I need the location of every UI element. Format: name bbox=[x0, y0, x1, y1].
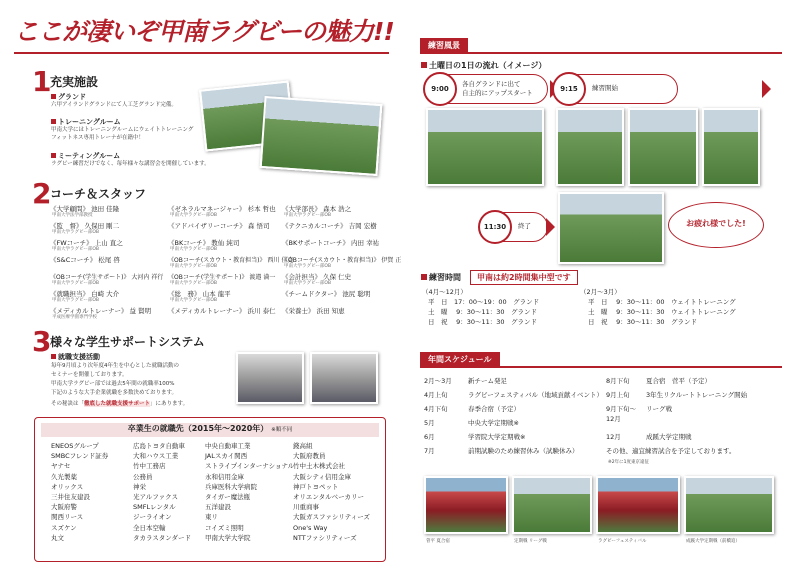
staff-sub: 甲南大学ラグビー部OB bbox=[284, 213, 331, 218]
section-1-number: 1 bbox=[32, 65, 52, 98]
staff-role: 《テクニカルコーチ》 吉岡 宏樹 bbox=[282, 222, 377, 230]
career-item: NTTファシリティーズ bbox=[293, 533, 357, 542]
sched-event: 学習院大学定期戦※ bbox=[468, 433, 526, 441]
title-underline bbox=[14, 52, 389, 54]
career-item: コイズミ照明 bbox=[205, 523, 244, 532]
career-item: 竹中土木株式会社 bbox=[293, 462, 345, 471]
staff-role: 《OBコーチ(学生サポート)》 渡邉 満一 bbox=[168, 274, 276, 281]
time-11-30-badge: 11:30 bbox=[478, 210, 512, 244]
page-title: ここが凄いぞ甲南ラグビーの魅力!! bbox=[14, 17, 394, 46]
staff-grid bbox=[50, 204, 402, 326]
career-col-2 bbox=[133, 441, 213, 543]
staff-role: 《OBコーチ(スカウト・教育担当)》 西川 佳克 bbox=[168, 257, 294, 264]
job-support-line: 下記のような大手企業就職を多数決めております。 bbox=[51, 390, 178, 396]
annual-tab: 年間スケジュール bbox=[420, 352, 500, 366]
facility-training-head: トレーニングルーム bbox=[51, 117, 121, 127]
career-note: ※順不同 bbox=[271, 427, 293, 433]
league-match-photo bbox=[512, 476, 592, 534]
sched-month: 8月下旬 bbox=[606, 377, 630, 385]
career-item: ヤナセ bbox=[51, 462, 71, 471]
step-9-15-text: 練習開始 bbox=[592, 84, 618, 92]
staff-role: 《BKサポートコーチ》 内田 幸祐 bbox=[282, 239, 380, 247]
sched-note: ※2年に1度東京遠征 bbox=[608, 460, 649, 465]
facility-ground-head: グランド bbox=[51, 92, 86, 102]
sched-event: 春季合宿（予定） bbox=[468, 405, 520, 413]
sched-month: 12月 bbox=[606, 415, 621, 423]
staff-role: 《BKコーチ》 教仙 純司 bbox=[168, 239, 240, 247]
facility-ground-text: 六甲アイランドグランドにて人工芝グランド完備。 bbox=[51, 102, 177, 108]
time-9-15-badge: 9:15 bbox=[552, 72, 586, 106]
hours-left-head: （4月〜12月） bbox=[422, 288, 467, 296]
career-item: 神栄 bbox=[133, 482, 146, 491]
sched-event: 前期試験のため練習休み（試験休み） bbox=[468, 447, 579, 455]
sched-month: 5月 bbox=[424, 419, 435, 427]
hours-left-row: 平 日 17：00〜19：00 グランド bbox=[428, 298, 540, 306]
hours-title-text: 練習時間 bbox=[429, 273, 461, 282]
sched-event: 中央大学定期戦※ bbox=[468, 419, 519, 427]
sched-month: 4月下旬 bbox=[424, 405, 448, 413]
flow-title bbox=[421, 60, 546, 71]
highlight-support: 徹底した就職支援サポート bbox=[84, 401, 151, 407]
career-item: 関西リース bbox=[51, 513, 84, 522]
staff-role: 《総 務》 山本 龍平 bbox=[168, 290, 231, 298]
sched-month: 4月上旬 bbox=[424, 391, 448, 399]
section-1-title: 充実施設 bbox=[50, 75, 99, 89]
staff-sub: 甲南大学法学部教授 bbox=[52, 213, 93, 218]
practice-tab-line bbox=[420, 52, 782, 54]
career-item: オリエンタルベーカリー bbox=[293, 493, 364, 502]
scrum-photo bbox=[556, 108, 624, 186]
career-item: 丸文 bbox=[51, 533, 64, 542]
sched-event: 新チーム発足 bbox=[468, 377, 507, 385]
career-item: ENEOSグループ bbox=[51, 442, 99, 450]
otsukare-bubble: お疲れ様でした! bbox=[668, 202, 764, 248]
job-support-head: 就職支援活動 bbox=[51, 352, 100, 362]
staff-sub: 甲南大学ラグビー部OB bbox=[284, 281, 331, 286]
staff-sub: 甲南大学ラグビー部OB bbox=[52, 281, 99, 286]
career-item: 光アルファクス bbox=[133, 493, 179, 502]
career-item: 竹中工務店 bbox=[133, 462, 166, 471]
staff-role: 《OBコーチ(学生サポート)》 大河内 祥行 bbox=[50, 274, 164, 281]
rugby-festival-photo bbox=[596, 476, 680, 534]
career-item: 兵庫医科大学病院 bbox=[205, 482, 257, 491]
staff-role: 《ゼネラルマネージャー》 杉本 哲也 bbox=[168, 205, 276, 213]
career-item: 三井住友建設 bbox=[51, 493, 90, 502]
staff-sub: 甲南大学ラグビー部OB bbox=[52, 298, 99, 303]
career-item: タイガー魔法瓶 bbox=[205, 493, 251, 502]
photo-caption: ラグビーフェスティバル bbox=[598, 539, 647, 544]
staff-sub: 甲南大学ラグビー部OB bbox=[284, 264, 331, 269]
sched-month: 12月 bbox=[606, 433, 621, 441]
section-2-number: 2 bbox=[32, 177, 52, 210]
photo-caption: 菅平 夏合宿 bbox=[426, 539, 450, 544]
career-item: 全日本空輸 bbox=[133, 523, 166, 532]
seminar-photo-2 bbox=[310, 352, 378, 404]
hours-left-row: 土 曜 9：30〜11：30 グランド bbox=[428, 308, 538, 316]
career-item: 甲南大学大学院 bbox=[205, 533, 251, 542]
career-item: 中央自動車工業 bbox=[205, 442, 251, 450]
career-item: JALスカイ関西 bbox=[205, 452, 248, 461]
job-support-line: 毎年9月頃より次年度4年生を中心とした就職活動の bbox=[51, 363, 180, 369]
career-item: ストライプインターナショナル bbox=[205, 462, 295, 471]
career-col-1 bbox=[51, 441, 131, 543]
run-photo bbox=[702, 108, 760, 186]
step-11-30-text: 終了 bbox=[518, 222, 531, 230]
staff-role: 《メディカルトレーナー》 益 賢明 bbox=[50, 307, 152, 315]
seminar-photo-1 bbox=[236, 352, 304, 404]
photo-caption: 定期戦 リーグ戦 bbox=[514, 539, 547, 544]
facility-training-text-1: 甲南大学にはトレーニングルームにウェイトトレーニング bbox=[51, 127, 194, 133]
facility-meeting-head: ミーティングルーム bbox=[51, 151, 120, 161]
staff-sub: 甲南大学ラグビー部OB bbox=[52, 247, 99, 252]
seikei-match-photo bbox=[684, 476, 774, 534]
career-item: 広島トヨタ自動車 bbox=[133, 442, 185, 450]
career-header bbox=[41, 423, 379, 437]
career-item: 永和信用金庫 bbox=[205, 472, 244, 481]
facility-training-text-2: フィットネス専用トレーナが在籍中！ bbox=[51, 135, 145, 141]
last-prefix: その秘訣は「 bbox=[51, 401, 85, 407]
staff-sub: 甲南大学ラグビー部OB bbox=[170, 213, 217, 218]
sched-month: 9月上旬 bbox=[606, 391, 630, 399]
staff-sub: 甲南大学ラグビー部OB bbox=[170, 298, 217, 303]
hours-badge: 甲南は約2時間集中型です bbox=[470, 270, 578, 285]
career-col-4 bbox=[293, 441, 385, 543]
last-suffix: 」にあります。 bbox=[150, 401, 189, 407]
career-title: 卒業生の就職先（2015年〜2020年） bbox=[127, 424, 269, 433]
career-item: 東リ bbox=[205, 513, 218, 522]
staff-role: 《栄養士》 浜田 知恵 bbox=[282, 307, 345, 315]
hours-right-row: 平 日 9：30〜11：00 ウェイトトレーニング bbox=[588, 298, 736, 306]
staff-role: 《大学部長》 森本 浩之 bbox=[282, 205, 352, 213]
photo-caption: 成蹊大学定期戦（前橋追） bbox=[686, 539, 740, 544]
staff-role: 《監 督》 久保田 剛二 bbox=[50, 222, 120, 230]
job-support-line: セミナーを開催しております。 bbox=[51, 372, 128, 378]
career-item: 錢高組 bbox=[293, 442, 313, 450]
staff-role: 《メディカルトレーナー》 浜川 泰仁 bbox=[168, 307, 276, 315]
hours-left-row: 日 祝 9：30〜11：30 グランド bbox=[428, 318, 538, 326]
drill-photo bbox=[628, 108, 698, 186]
staff-role: 《会計担当》 久保 仁史 bbox=[282, 273, 352, 281]
sched-event: 夏合宿 菅平（予定） bbox=[646, 377, 711, 385]
facility-meeting-text: ラグビー練習だけでなく、毎年様々な講習会を開催しています。 bbox=[51, 161, 210, 167]
staff-role: 《OBコーチ(スカウト・教育担当)》 伊賀 正 bbox=[282, 257, 402, 264]
job-support-last-line bbox=[51, 400, 188, 408]
staff-sub: 甲南大学ラグビー部OB bbox=[170, 247, 217, 252]
staff-role: 《大学顧問》 池田 佳隆 bbox=[50, 205, 120, 213]
staff-role: 《アドバイザリーコーチ》 森 悟司 bbox=[168, 222, 270, 230]
section-2-title: コーチ＆スタッフ bbox=[50, 187, 147, 201]
flow-title-text: 土曜日の1日の流れ（イメージ） bbox=[429, 61, 547, 70]
staff-sub: 甲南大学ラグビー部OB bbox=[52, 230, 99, 235]
team-training-photo bbox=[260, 96, 383, 176]
career-item: ジーライオン bbox=[133, 513, 172, 522]
hours-title bbox=[421, 272, 461, 283]
sched-other: その他、適宜練習試合を予定しております。 bbox=[606, 447, 736, 455]
career-item: オリックス bbox=[51, 482, 84, 491]
career-item: スズケン bbox=[51, 523, 77, 532]
arrow-right-icon bbox=[762, 80, 771, 98]
sched-month: 7月 bbox=[424, 447, 435, 455]
career-item: タカラスタンダード bbox=[133, 533, 192, 542]
sched-event: リーグ戦 bbox=[646, 405, 672, 413]
staff-role: 《S&Cコーチ》 松尾 啓 bbox=[50, 256, 120, 264]
career-item: SMFLレンタル bbox=[133, 503, 176, 512]
section-3-title: 様々な学生サポートシステム bbox=[50, 335, 205, 349]
step-9-00-text-2: 自主的にアップスタート bbox=[462, 89, 533, 97]
career-item: 大阪ガスファシリティーズ bbox=[293, 513, 370, 522]
sched-month: 6月 bbox=[424, 433, 435, 441]
hours-right-row: 日 祝 9：30〜11：30 グランド bbox=[588, 318, 698, 326]
sched-month: 2月〜3月 bbox=[424, 377, 452, 385]
sched-month: 9月下旬〜 bbox=[606, 405, 637, 413]
staff-role: 《チームドクター》 池尻 聡明 bbox=[282, 290, 371, 298]
hours-right-head: （2月〜3月） bbox=[580, 288, 621, 296]
team-finish-photo bbox=[558, 192, 664, 264]
arrow-right-icon bbox=[546, 218, 555, 236]
staff-sub: 甲南大学ラグビー部OB bbox=[170, 281, 217, 286]
career-item: 五洋建設 bbox=[205, 503, 231, 512]
staff-role: 《FWコーチ》 上山 直之 bbox=[50, 239, 123, 247]
career-item: 神戸トヨペット bbox=[293, 482, 339, 491]
career-item: 久光製薬 bbox=[51, 472, 77, 481]
career-item: 公務員 bbox=[133, 472, 153, 481]
section-3-number: 3 bbox=[32, 325, 52, 358]
practice-tab: 練習風景 bbox=[420, 38, 468, 52]
career-item: 大和ハウス工業 bbox=[133, 452, 179, 461]
step-9-00-text: 各自グランドに出て bbox=[462, 80, 521, 88]
career-item: 大阪府警 bbox=[51, 503, 77, 512]
warmup-photo bbox=[426, 108, 544, 186]
summer-camp-photo bbox=[424, 476, 508, 534]
sched-event: ラグビーフェスティバル（地域貢献イベント） bbox=[468, 391, 603, 399]
career-item: 大阪シティ信用金庫 bbox=[293, 472, 351, 481]
hours-right-row: 土 曜 9：30〜11：30 ウェイトトレーニング bbox=[588, 308, 736, 316]
sched-event: 3年生リクルートトレーニング開始 bbox=[646, 391, 748, 399]
staff-role: 《就職担当》 白崎 大介 bbox=[50, 290, 120, 298]
annual-tab-line bbox=[420, 366, 782, 368]
career-item: One's Way bbox=[293, 523, 328, 532]
career-item: 大阪府教員 bbox=[293, 452, 326, 461]
staff-sub: 平成医療学園専門学校 bbox=[52, 315, 97, 320]
time-9-00-badge: 9:00 bbox=[423, 72, 457, 106]
career-item: 川重商事 bbox=[293, 503, 319, 512]
career-box bbox=[34, 417, 386, 562]
staff-sub: 甲南大学ラグビー部OB bbox=[170, 264, 217, 269]
square-bullet-icon bbox=[421, 274, 427, 280]
career-item: SMBCフレンド証券 bbox=[51, 452, 109, 461]
job-support-line: 甲南大学ラグビー部では過去5年間の就職率100% bbox=[51, 381, 175, 387]
sched-event: 成蹊大学定期戦 bbox=[646, 433, 692, 441]
career-col-3 bbox=[205, 441, 297, 543]
square-bullet-icon bbox=[421, 62, 427, 68]
